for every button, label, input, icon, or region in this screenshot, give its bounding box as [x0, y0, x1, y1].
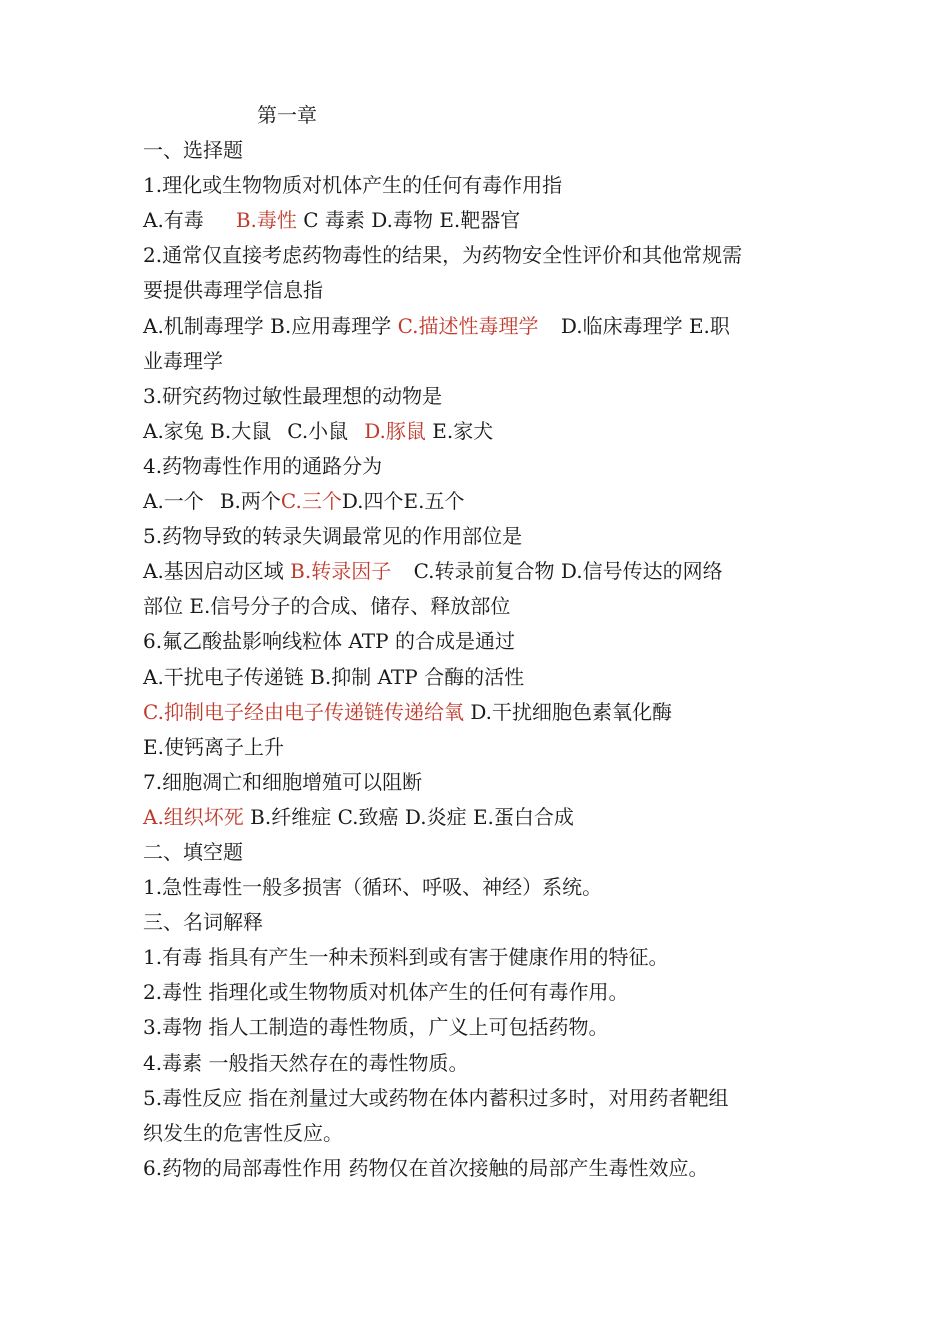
- term-item-6: 6.药物的局部毒性作用 药物仅在首次接触的局部产生毒性效应。: [143, 1155, 709, 1180]
- option-c: C.转录前复合物: [413, 559, 555, 584]
- question-2-options-cont: 业毒理学: [143, 348, 223, 373]
- option-d-answer: D.豚鼠: [364, 418, 426, 443]
- option-b: B.应用毒理学: [270, 313, 392, 338]
- section-heading-terms: 三、名词解释: [143, 910, 263, 935]
- option-d: D.干扰细胞色素氧化酶: [470, 699, 672, 724]
- option-b-answer: B.毒性: [235, 208, 297, 233]
- chapter-title: 第一章: [257, 103, 317, 127]
- question-6-options-line3: E.使钙离子上升: [143, 734, 284, 759]
- question-3-options: [143, 414, 813, 449]
- question-5-options-cont: [143, 589, 813, 624]
- option-b: B.纤维症: [250, 804, 332, 829]
- question-2-stem-line2: 要提供毒理学信息指: [143, 278, 323, 303]
- question-4-options: [143, 484, 813, 519]
- option-c-answer: C.三个: [280, 489, 342, 514]
- term-item-5-cont: 织发生的危害性反应。: [143, 1120, 343, 1145]
- option-a: A.干扰电子传递链: [143, 664, 304, 689]
- question-3-stem: 3.研究药物过敏性最理想的动物是: [143, 383, 443, 408]
- option-e: E.职: [688, 313, 730, 338]
- term-item-1: 1.有毒 指具有产生一种未预料到或有害于健康作用的特征。: [143, 945, 669, 970]
- question-7-options: [143, 800, 813, 835]
- option-d: D.信号传达的网络: [560, 559, 723, 584]
- question-1-options: [143, 203, 813, 238]
- question-6-options-line1: [143, 660, 813, 695]
- option-b: B.大鼠: [210, 418, 272, 443]
- option-b-answer: B.转录因子: [290, 559, 392, 584]
- option-d: D.临床毒理学: [560, 313, 683, 338]
- option-a: A.机制毒理学: [143, 313, 264, 338]
- option-c: C.致癌: [337, 804, 399, 829]
- option-e: E.靶器官: [439, 208, 521, 233]
- option-a-answer: A.组织坏死: [143, 804, 244, 829]
- option-b: B.抑制 ATP 合酶的活性: [310, 664, 525, 689]
- option-a: A.家兔: [143, 418, 204, 443]
- question-6-options-line2: [143, 695, 813, 730]
- question-6-stem: 6.氟乙酸盐影响线粒体 ATP 的合成是通过: [143, 629, 515, 654]
- option-e: E.蛋白合成: [472, 804, 574, 829]
- question-7-stem: 7.细胞凋亡和细胞增殖可以阻断: [143, 769, 423, 794]
- option-a: A.基因启动区域: [143, 559, 284, 584]
- term-item-2: 2.毒性 指理化或生物物质对机体产生的任何有毒作用。: [143, 980, 629, 1005]
- question-1-stem: 1.理化或生物物质对机体产生的任何有毒作用指: [143, 173, 563, 198]
- question-5-stem: 5.药物导致的转录失调最常见的作用部位是: [143, 524, 523, 549]
- option-d-cont: 部位: [143, 594, 183, 619]
- option-c: C 毒素: [303, 208, 365, 233]
- question-5-options: [143, 554, 813, 589]
- section-heading-choice: 一、选择题: [143, 138, 243, 163]
- option-e: E.家犬: [432, 418, 494, 443]
- question-4-stem: 4.药物毒性作用的通路分为: [143, 453, 383, 478]
- document-page: [143, 98, 813, 1186]
- option-d: D.炎症: [404, 804, 467, 829]
- fill-item-1: 1.急性毒性一般多损害（循环、呼吸、神经）系统。: [143, 875, 603, 900]
- option-d: D.四个: [341, 489, 404, 514]
- section-heading-fill: 二、填空题: [143, 839, 243, 864]
- question-2-stem-line1: 2.通常仅直接考虑药物毒性的结果，为药物安全性评价和其他常规需: [143, 243, 743, 268]
- term-item-5: 5.毒性反应 指在剂量过大或药物在体内蓄积过多时，对用药者靶组: [143, 1085, 729, 1110]
- option-e: E.信号分子的合成、储存、释放部位: [189, 594, 511, 619]
- option-e: E.五个: [403, 489, 465, 514]
- question-2-options: [143, 309, 813, 344]
- option-b: B.两个: [219, 489, 281, 514]
- option-c: C.小鼠: [287, 418, 349, 443]
- option-c-answer: C.描述性毒理学: [397, 313, 539, 338]
- option-d: D.毒物: [371, 208, 433, 233]
- option-c-answer: C.抑制电子经由电子传递链传递给氧: [143, 699, 464, 724]
- option-a: A.一个: [143, 489, 204, 514]
- option-a: A.有毒: [143, 208, 204, 233]
- term-item-3: 3.毒物 指人工制造的毒性物质，广义上可包括药物。: [143, 1015, 609, 1040]
- term-item-4: 4.毒素 一般指天然存在的毒性物质。: [143, 1050, 469, 1075]
